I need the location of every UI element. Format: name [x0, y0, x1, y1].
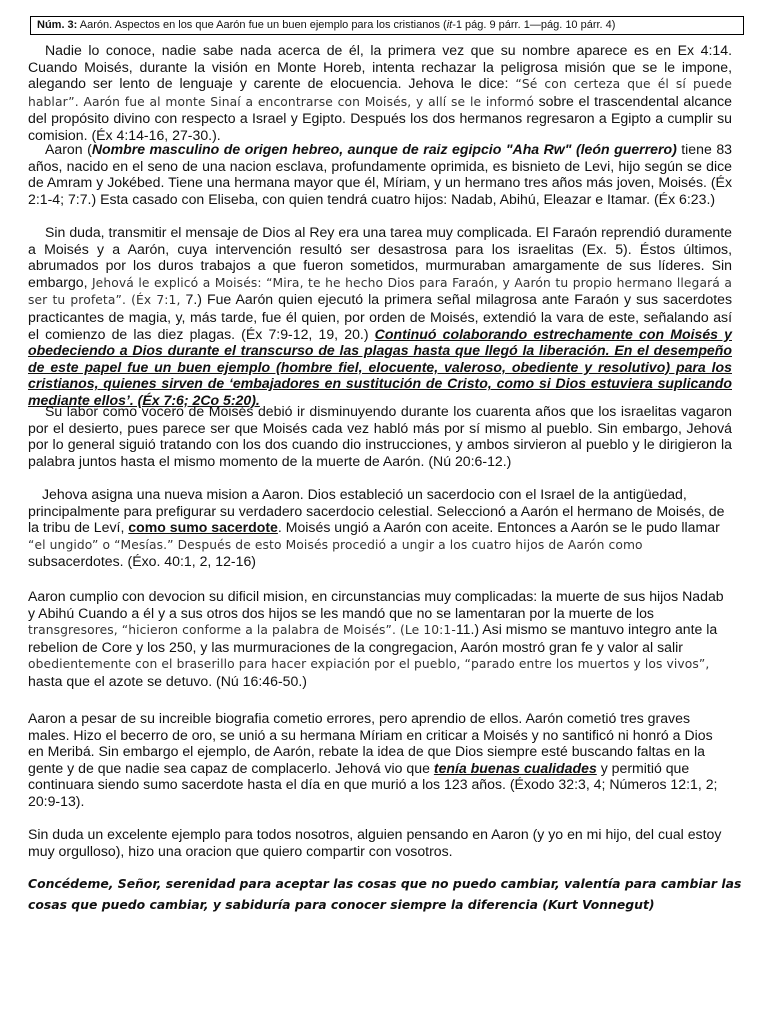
- p2-text-end: tiene 83 años, nacido en el seno de una nacion esclava, profundamente oprimida, es bisnieto de Levi, hijo según se dice de Amram y Jokébed. Tiene una hermana mayor que él, Míriam, y un hermano tres años más joven, Moisés. (Éx 2:1-4; 7:7.) Esta casado con Eliseba, con quien tendrá cuatro hijos: Nadab, Abihú, Eleazar e Itamar. (Éx 6:23.): [28, 141, 732, 207]
- p6-text-mid: 11.) Asi mismo se mantuvo integro ante la rebelion de Core y los 250, y las murmuraciones de la congregacion, Aarón mostró gran fe y valor al salir: [28, 621, 718, 655]
- p3-text: Sin duda, transmitir el mensaje de Dios al Rey era una tarea muy complicada. El Faraón reprendió duramente a Moisés y a Aarón, cuya intervención resultó ser desastrosa para los israelitas (Ex. 5). Éstos últimos, abrumados por los duros trabajos a que fueron sometidos, murmuraban amargamente de sus líderes. Sin embargo,: [28, 224, 732, 290]
- p3-emphasis: Continuó colaborando estrechamente con Moisés y obedeciendo a Dios durante el transcurso de las plagas hasta que llegó la liberación. En el desempeño de este papel fue un buen ejemplo (hombre fiel, elocuente, valeroso, obediente y resolutivo) para los cristianos, quienes sirven de ‘embajadores en sustitución de Cristo, como si Dios estuviera suplicando mediante ellos’. (Éx 7:6; 2Co 5:20).: [28, 325, 732, 408]
- paragraph-2: [28, 141, 732, 207]
- header-ref-italic: it: [446, 19, 453, 31]
- p5-text-end: subsacerdotes. (Éxo. 40:1, 2, 12-16): [28, 553, 256, 570]
- p6-quote: transgresores, “hicieron conforme a la palabra de Moisés”. (Le 10:1-: [28, 623, 456, 638]
- p6-text-end: hasta que el azote se detuvo. (Nú 16:46-50.): [28, 672, 307, 689]
- p2-name-meaning: Nombre masculino de origen hebreo, aunque de raiz egipcio "Aha Rw" (león guerrero): [91, 141, 677, 157]
- header-title: Aarón. Aspectos en los que Aarón fue un buen ejemplo para los cristianos (: [77, 19, 447, 31]
- p5-high-priest: como sumo sacerdote: [128, 519, 278, 536]
- p5-text-mid: . Moisés ungió a Aarón con aceite. Entonces a Aarón se le pudo llamar: [277, 519, 720, 536]
- p7-good-qualities: tenía buenas cualidades: [433, 759, 597, 776]
- p5-text: Jehova asigna una nueva mision a Aaron. Dios estableció un sacerdocio con el Israel de la antigüedad, principalmente para prefigurar su verdadero sacerdocio celestial. Seleccionó a Aarón el hermano de Moisés, de la tribu de Leví,: [28, 486, 725, 536]
- header-number: Núm. 3:: [37, 19, 78, 31]
- paragraph-3: [28, 224, 732, 409]
- p7-text: Aaron a pesar de su increible biografia cometio errores, pero aprendio de ellos. Aarón cometió tres graves males. Hizo el becerro de oro, se unió a su hermana Míriam en criticar a Moisés y no santificó ni honró a Dios en Meribá. Sin embargo el ejemplo, de Aarón, rebate la idea de que Dios siempre esté buscando faltas en la gente y de que nadie sea capaz de complacerlo. Jehová vio que: [28, 710, 713, 776]
- p2-text: Aaron (: [45, 141, 92, 157]
- paragraph-5: [28, 486, 732, 570]
- paragraph-8: Sin duda un excelente ejemplo para todos nosotros, alguien pensando en Aaron (y yo en mi hijo, del cual estoy muy orgulloso), hizo una oracion que quiero compartir con vosotros.: [28, 826, 722, 859]
- p1-text: Nadie lo conoce, nadie sabe nada acerca de él, la primera vez que su nombre aparece es en Ex 4:14. Cuando Moisés, durante la visión en Monte Horeb, intenta rechazar la peligrosa misión que se le impone, alegando ser lento de lenguaje y carente de elocuencia. Jehova le dice:: [28, 42, 732, 92]
- p1-quote: “Sé con certeza que él sí puede hablar”. Aarón fue al monte Sinaí a encontrarse con Moisés, y allí se le informó: [28, 77, 732, 109]
- paragraph-1: [28, 42, 732, 144]
- paragraph-4: Su labor como vocero de Moisés debió ir disminuyendo durante los cuarenta años que los israelitas vagaron por el desierto, pues parece ser que Moisés cada vez habló más por sí mismo al pueblo. Sin embargo, Jehová por lo general siguió tratando con los dos cuando dio instrucciones, y ambos sirvieron al pueblo y le dirigieron la palabra juntos hasta el mismo momento de la muerte de Aarón. (Nú 20:6-12.): [28, 403, 732, 469]
- p6-text: Aaron cumplio con devocion su dificil mision, en circunstancias muy complicadas: la muerte de sus hijos Nadab y Abihú Cuando a él y a sus otros dos hijos se les mandó que no se lamentaran por la muerte de los: [28, 588, 724, 621]
- header-box: [30, 16, 744, 35]
- p7-text-end: y permitió que continuara siendo sumo sacerdote hasta el día en que murió a los 123 años. (Éxodo 32:3, 4; Números 12:1, 2; 20:9-13).: [28, 759, 718, 809]
- prayer-quote: Concédeme, Señor, serenidad para aceptar las cosas que no puedo cambiar, valentía para cambiar las cosas que puedo cambiar, y sabiduría para conocer siempre la diferencia (Kurt Vonnegut): [28, 876, 742, 912]
- p3-quote: Jehová le explicó a Moisés: “Mira, te he hecho Dios para Faraón, y Aarón tu propio hermano llegará a ser tu profeta”. (Éx 7:1,: [28, 275, 732, 308]
- p1-text-end: sobre el trascendental alcance del propósito divino con respecto a Israel y Egipto. Después los dos hermanos regresaron a Egipto a cumplir su comision. (Éx 4:14-16, 27-30.).: [28, 92, 732, 143]
- paragraph-6: [28, 588, 732, 690]
- p5-quote: “el ungido” o “Mesías.” Después de esto Moisés procedió a ungir a los cuatro hijos de Aarón como: [28, 537, 643, 552]
- p6-quote-2: obedientemente con el braserillo para hacer expiación por el pueblo, “parado entre los muertos y los vivos”,: [28, 657, 710, 672]
- header-ref: -1 pág. 9 párr. 1—pág. 10 párr. 4): [452, 19, 616, 31]
- p3-text-mid: 7.) Fue Aarón quien ejecutó la primera señal milagrosa ante Faraón y sus sacerdotes practicantes de magia, y, más tarde, fue él quien, por orden de Moisés, extendió la vara de este, señalando así el comienzo de las diez plagas. (Éx 7:9-12, 19, 20.): [28, 291, 732, 342]
- paragraph-7: [28, 710, 732, 810]
